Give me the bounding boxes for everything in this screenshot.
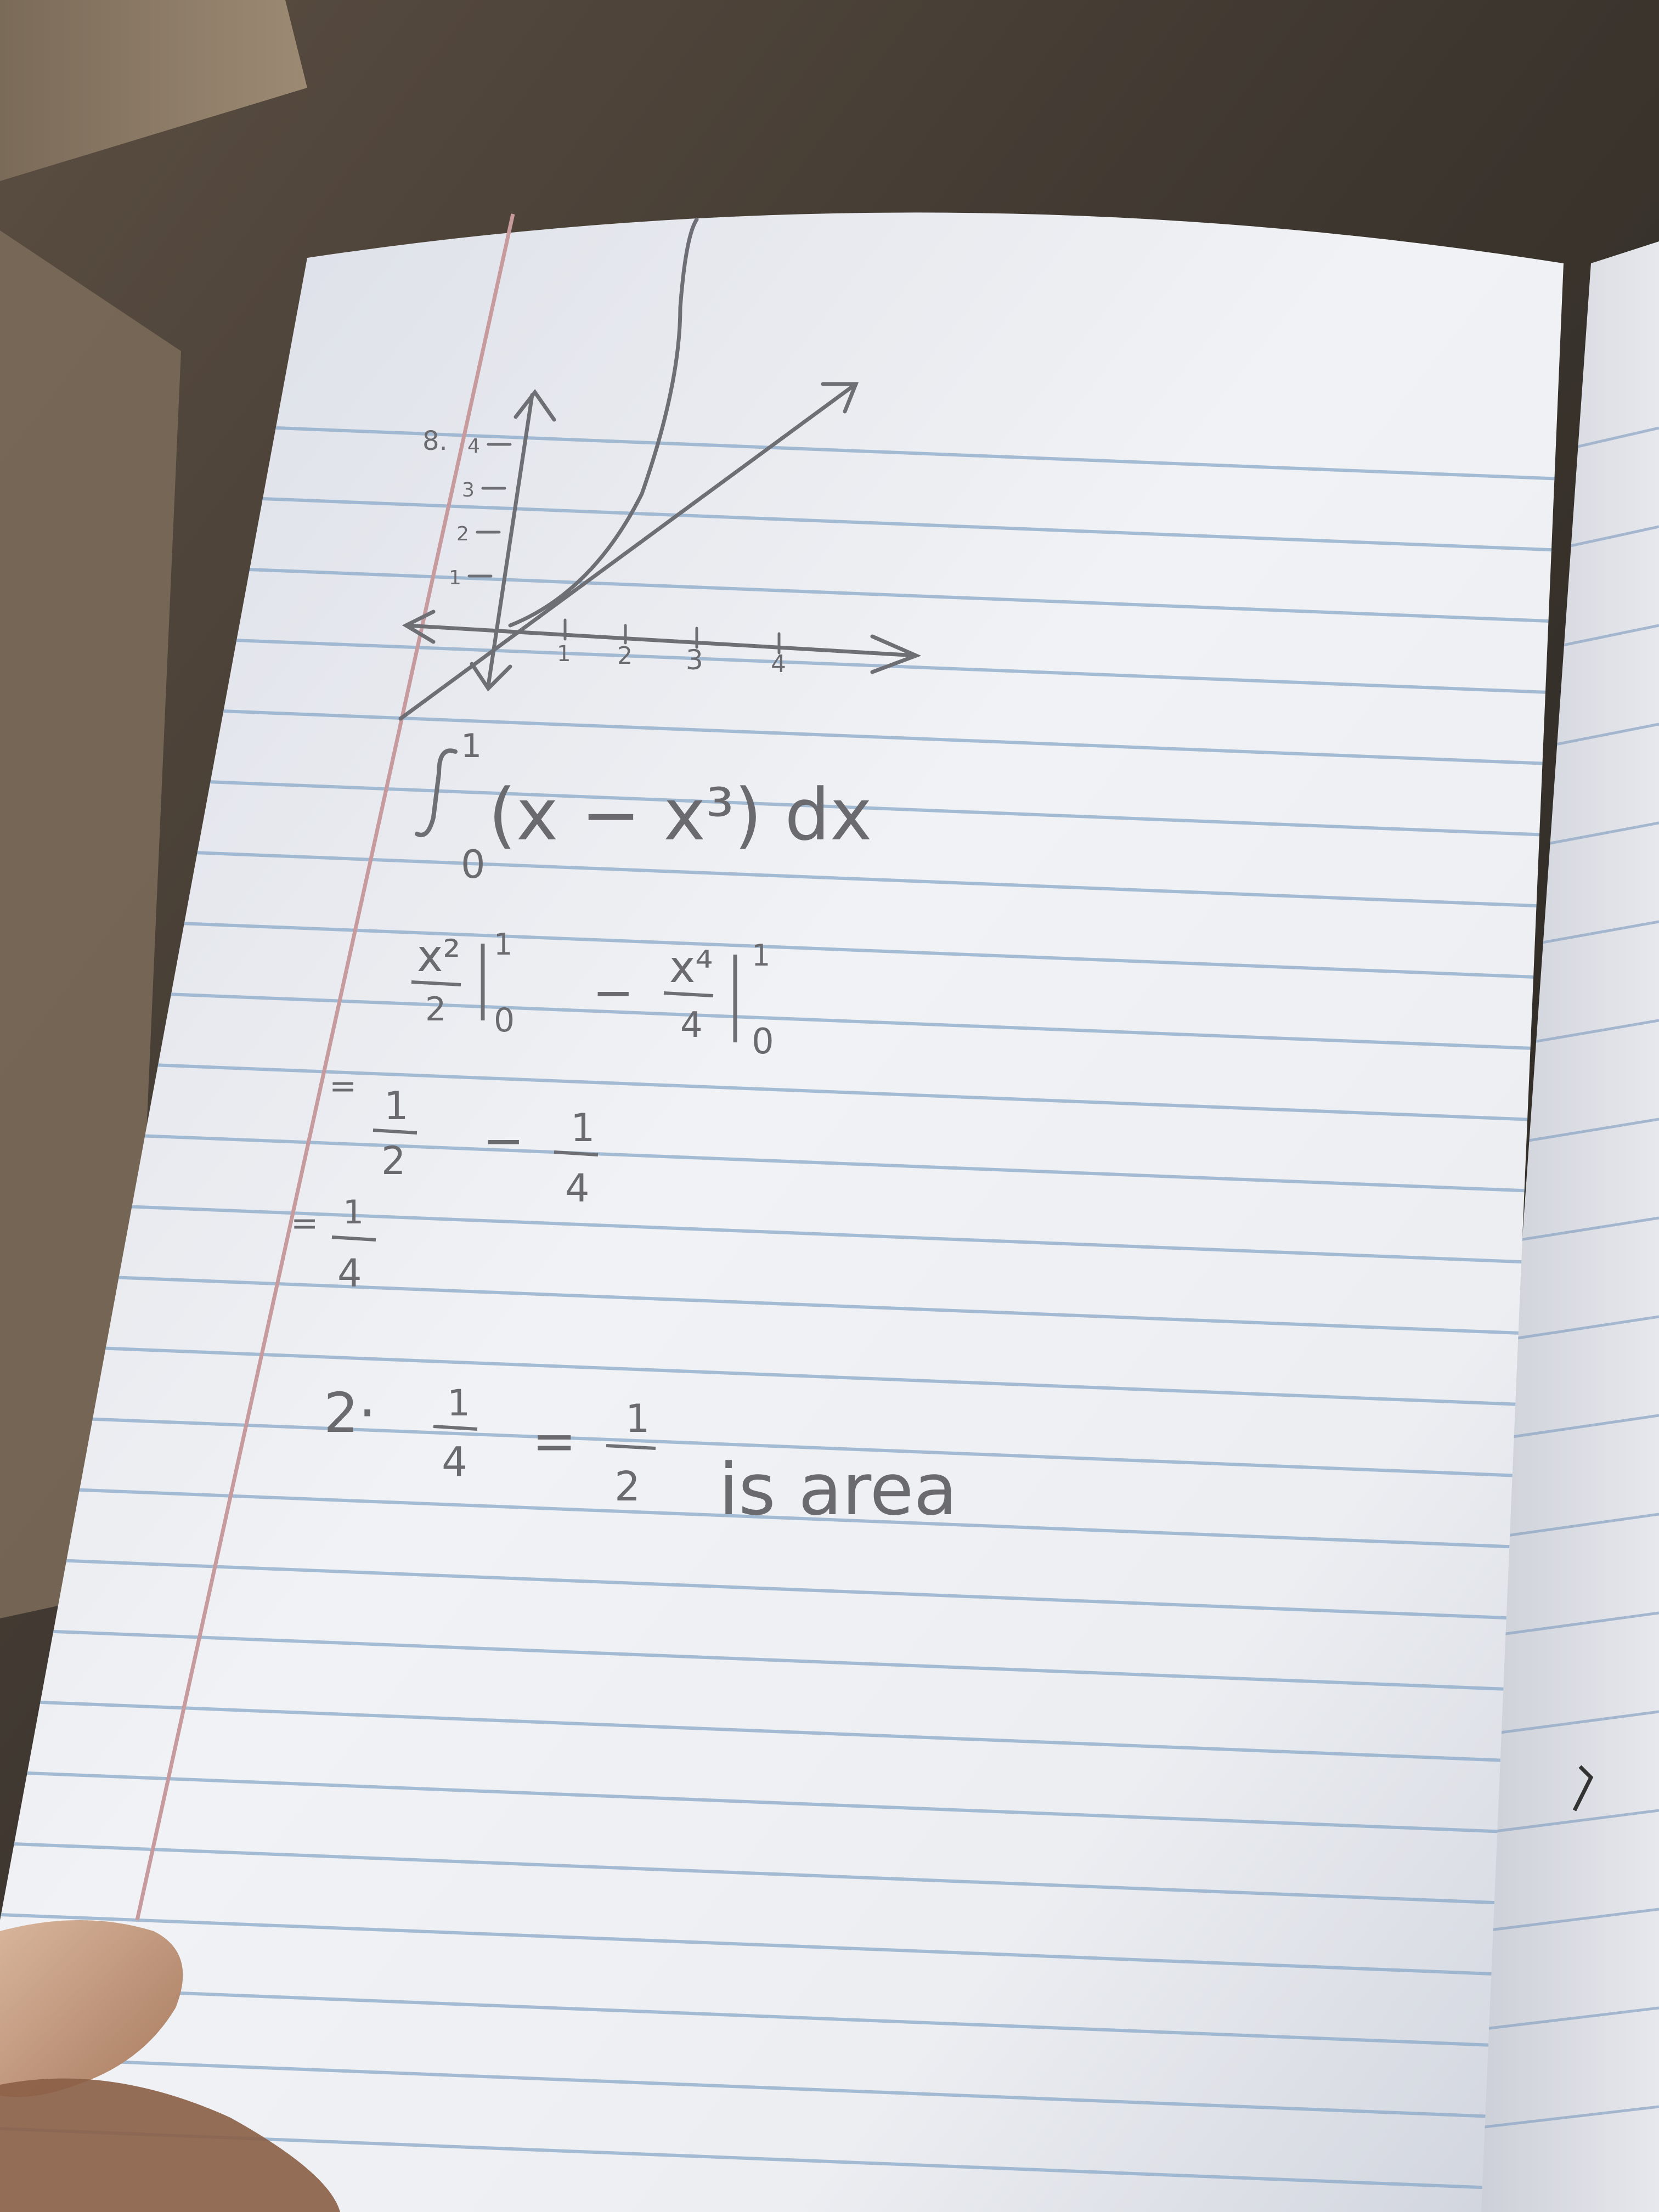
equals-sign: = bbox=[329, 1067, 357, 1105]
fraction-denominator: 4 bbox=[337, 1251, 362, 1296]
eval-upper: 1 bbox=[494, 927, 513, 962]
equals-sign: = bbox=[532, 1410, 577, 1472]
x-tick-label: 4 bbox=[771, 650, 786, 678]
fraction-numerator: 1 bbox=[384, 1084, 409, 1128]
problem-number: 8. bbox=[422, 426, 448, 456]
fraction-denominator: 2 bbox=[614, 1463, 641, 1510]
y-tick-label: 3 bbox=[462, 479, 475, 501]
eval-upper: 1 bbox=[752, 938, 771, 973]
y-tick-label: 4 bbox=[467, 435, 480, 458]
x-tick-label: 2 bbox=[617, 642, 633, 670]
integrand: (x − x³) dx bbox=[488, 773, 872, 856]
y-tick-label: 1 bbox=[449, 567, 461, 589]
equals-sign: = bbox=[291, 1204, 319, 1243]
term2-numerator: x⁴ bbox=[669, 941, 713, 992]
minus-sign: − bbox=[592, 964, 634, 1022]
x-tick-label: 3 bbox=[686, 644, 703, 676]
term2-denominator: 4 bbox=[680, 1005, 703, 1046]
eval-lower: 0 bbox=[752, 1022, 774, 1062]
fraction-denominator: 2 bbox=[381, 1138, 406, 1183]
integral-lower-limit: 0 bbox=[461, 842, 486, 887]
eval-lower: 0 bbox=[494, 1001, 515, 1040]
fraction-numerator: 1 bbox=[625, 1396, 650, 1441]
term1-denominator: 2 bbox=[425, 990, 447, 1029]
integral-upper-limit: 1 bbox=[461, 727, 482, 765]
y-tick-label: 2 bbox=[456, 523, 469, 545]
fraction-numerator: 1 bbox=[571, 1105, 595, 1150]
coefficient: 2· bbox=[324, 1381, 376, 1445]
fraction-denominator: 4 bbox=[565, 1166, 590, 1211]
term1-numerator: x² bbox=[417, 930, 461, 981]
final-caption: is area bbox=[719, 1448, 958, 1531]
fraction-denominator: 4 bbox=[442, 1438, 468, 1486]
minus-sign: − bbox=[483, 1112, 524, 1170]
x-tick-label: 1 bbox=[557, 641, 571, 667]
fraction-numerator: 1 bbox=[343, 1193, 364, 1232]
fraction-numerator: 1 bbox=[447, 1382, 470, 1424]
